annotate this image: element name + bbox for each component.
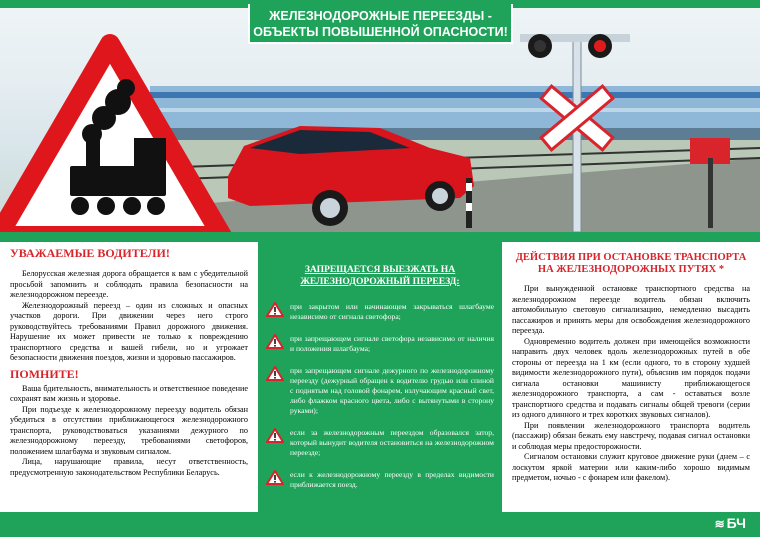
title-line-2: ОБЪЕКТЫ ПОВЫШЕННОЙ ОПАСНОСТИ! <box>253 25 508 39</box>
train-window-band <box>150 92 760 98</box>
stop-actions-section <box>502 242 760 512</box>
logo-swoosh-icon: ≋ <box>714 517 725 531</box>
prohibition-item <box>266 428 494 458</box>
prohibition-item <box>266 334 494 354</box>
prohibition-text: при закрытом или начинающем закрываться шлагбауме независимо от сигнала светофора; <box>290 302 494 321</box>
warning-triangle-icon <box>266 428 284 443</box>
signal-people-paragraph: Одновременно водитель должен при имеющейся возможности направить двух человек вдоль железнодорожных путей в обе стороны от переезда на 1 км (если одного, то в сторону худшей видимости железнодорожного пути), объяснив им порядок подачи сигнала остановки машинисту приближающегося железнодорожного транспорта, а сам - оставаться возле транспортного средства и подавать сигналы общей тревоги (серии из одного длинного и трех коротких звуковых сигналов). <box>512 336 750 419</box>
stop-signal-paragraph: Сигналом остановки служит круговое движение руки (днем – с лоскутом яркой материи или каким-либо хорошо видимым предметом, ночью - с фонарем или факелом). <box>512 452 750 482</box>
train-appears-paragraph: При появлении железнодорожного транспорта водитель (пассажир) обязан бежать ему навстречу, подавая сигнал остановки и соблюдая меры предосторожности. <box>512 420 750 451</box>
prohibition-item <box>266 366 494 416</box>
prohibited-entry-section <box>258 242 502 512</box>
danger-paragraph: Железнодорожный переезд – один из сложных и опасных участков дороги. При движении через него строго руководствуйтесь требованиями Правил дорожного движения. Нарушение их может привести не только к повреждению транспортного средства и вашей гибели, но и угрожает безопасности движения поездов, жизни и здоровью пассажиров. <box>10 300 248 362</box>
poster-title <box>248 4 513 44</box>
stop-paragraph: При вынужденной остановке транспортного средства на железнодорожном переезде водитель обязан включить автомобильную световую сигнализацию, немедленно высадить пассажиров и принять меры для освобождения железнодорожного переезда. <box>512 284 750 335</box>
approach-paragraph: При подъезде к железнодорожному переезду водитель обязан убедиться в отсутствии приближающегося железнодорожного транспорта, руководствоваться указаниями дежурного по железнодорожному переезду, требованиями светофоров, положением шлагбаума и звуковым сигналом. <box>10 404 248 456</box>
liability-paragraph: Лица, нарушающие правила, несут ответственность, предусмотренную законодательством Республики Беларусь. <box>10 457 248 477</box>
prohibition-text: если к железнодорожному переезду в пределах видимости приближается поезд. <box>290 470 494 489</box>
prohibited-title: ЗАПРЕЩАЕТСЯ ВЫЕЗЖАТЬ НА ЖЕЛЕЗНОДОРОЖНЫЙ ПЕРЕЕЗД: <box>300 264 460 287</box>
warning-triangle-icon <box>266 366 284 381</box>
bch-logo <box>715 515 746 531</box>
train-undercarriage <box>150 128 760 140</box>
prohibition-item <box>266 302 494 322</box>
bottom-green-bar <box>0 512 760 537</box>
warning-triangle-icon <box>266 302 284 317</box>
prohibition-text: при запрещающем сигнале дежурного по железнодорожному переезду (дежурный обращен к водителю грудью или спиной с поднятым над головой фонарем, излучающим красный свет, либо флажком красного цвета, либо с вытянутыми в сторону руками); <box>290 366 494 415</box>
logo-text: БЧ <box>726 515 746 531</box>
prohibition-text: если за железнодорожным переездом образовался затор, который вынудит водителя остановиться на железнодорожном переезде; <box>290 428 494 457</box>
green-divider-band <box>0 232 760 242</box>
remember-heading: ПОМНИТЕ! <box>10 366 79 381</box>
warning-triangle-icon <box>266 334 284 349</box>
warning-triangle-icon <box>266 470 284 485</box>
drivers-heading: УВАЖАЕМЫЕ ВОДИТЕЛИ! <box>10 246 170 260</box>
drivers-appeal-section <box>0 242 258 512</box>
appeal-paragraph: Белорусская железная дорога обращается к вам с убедительной просьбой запомнить и соблюдать правила безопасности на железнодорожном переезде. <box>10 269 248 299</box>
barrier-stripe <box>466 203 472 211</box>
title-line-1: ЖЕЛЕЗНОДОРОЖНЫЕ ПЕРЕЕЗДЫ - <box>269 9 492 23</box>
prohibition-item <box>266 470 494 490</box>
prohibition-text: при запрещающем сигнале светофора независимо от наличия и положения шлагбаума; <box>290 334 494 353</box>
barrier-stripe <box>466 183 472 191</box>
train-stripe <box>150 108 760 112</box>
attention-paragraph: Ваша бдительность, внимательность и ответственное поведение сохранят вам жизнь и здоровье. <box>10 383 248 403</box>
stop-actions-heading: ДЕЙСТВИЯ ПРИ ОСТАНОВКЕ ТРАНСПОРТА НА ЖЕЛЕЗНОДОРОЖНЫХ ПУТЯХ * <box>515 252 747 275</box>
